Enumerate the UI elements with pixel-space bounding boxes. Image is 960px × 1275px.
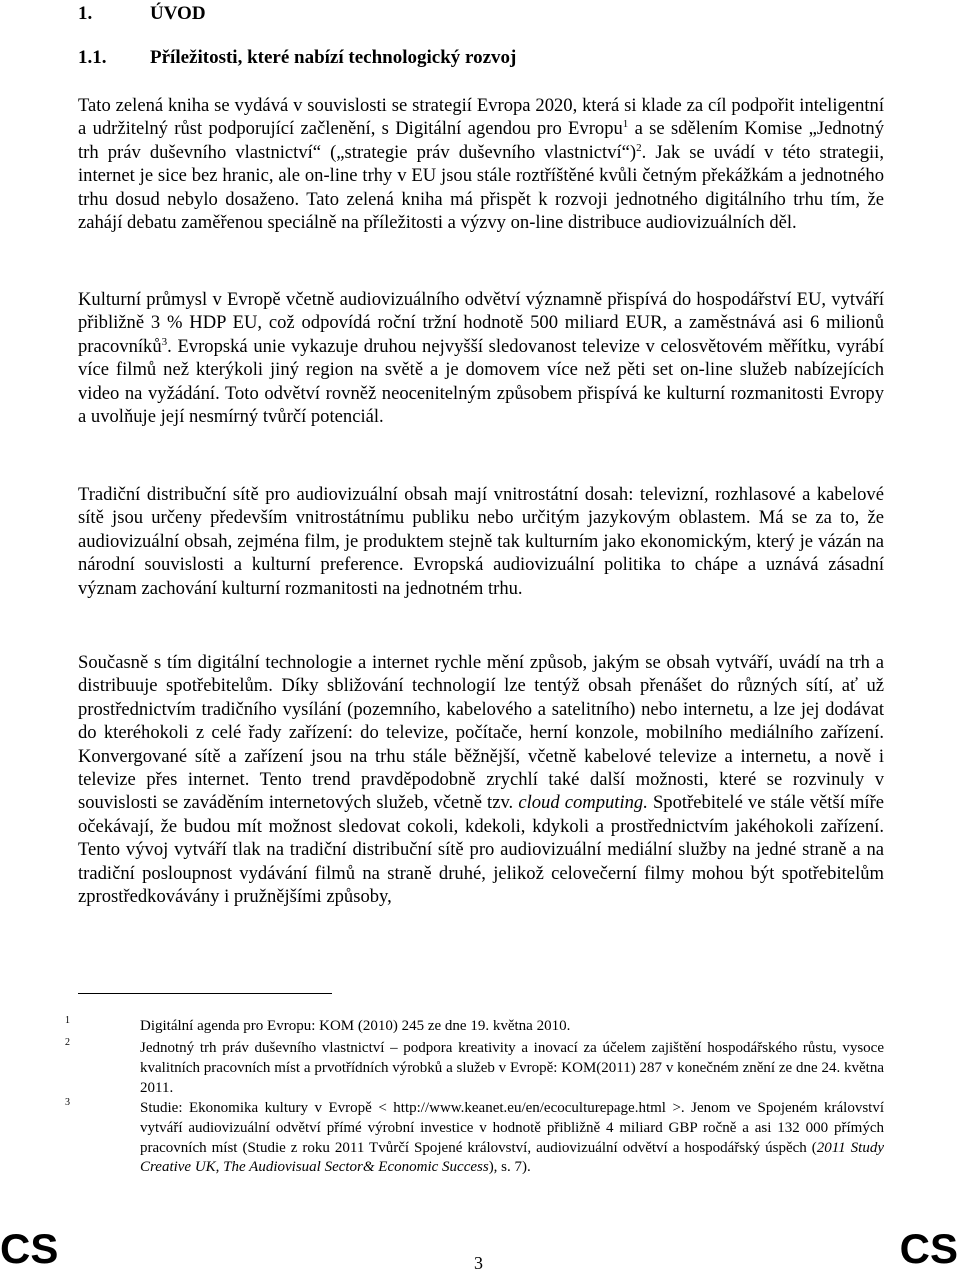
footnote-mark: 1 [65,1015,70,1026]
footnote-ref-2[interactable]: 2 [636,141,642,154]
page-number: 3 [474,1253,483,1273]
section-heading [78,3,206,25]
footnote-ref-1[interactable]: 1 [622,118,629,131]
footnote-mark: 2 [65,1037,70,1048]
footnote-1 [65,1015,884,1037]
language-code-left: CS [0,1225,59,1272]
footnote-mark: 3 [65,1097,70,1108]
subsection-number: 1.1. [78,47,107,68]
paragraph-2: Kulturní průmysl v Evropě včetně audiovizuálního odvětví významně přispívá do hospodářství EU, vytváří přibližně 3 % HDP EU, což odpovídá roční tržní hodnotě 500 miliard EUR, a zaměstnává asi 6 milionů pracovníků$^3$. Evropská unie vykazuje druhou nejvyšší sledovanost televize v celosvětovém měřítku, vyrábí více filmů než kterýkoli jiný region na světě a je domovem více než pěti set on-line služeb nabízejících video na vyžádání. Toto odvětví rovněž neocenitelným způsobem přispívá ke kulturní rozmanitosti Evropy a uvolňuje její nesmírný tvůrčí potenciál. [78,289,884,428]
footnote-text: Digitální agenda pro Evropu: KOM (2010) 245 ze dne 19. května 2010. [140,1018,571,1034]
footnote-separator [78,993,332,994]
paragraph-1: Tato zelená kniha se vydává v souvislosti se strategií Evropa 2020, která si klade za cíl podpořit inteligentní a udržitelný růst podporující začlenění, s Digitální agendou pro Evropu$^1$ a se sdělením Komise „Jednotný trh práv duševního vlastnictví“ („strategie práv duševního vlastnictví“)$^2$. Jak se uvádí v této strategii, internet je sice bez hranic, ale on-line trhy v EU jsou stále roztříštěné kvůli četným překážkám a jednotného trhu dosud nebylo dosaženo. Tato zelená kniha má přispět k rozvoji jednotného digitálního trhu tím, že zahájí debatu zaměřenou speciálně na příležitosti a výzvy on-line distribuce audiovizuálních děl. [78,95,885,234]
footnote-text: Studie: Ekonomika kultury v Evropě < http://www.keanet.eu/en/ecoculturepage.html >. Jenom ve Spojeném království vytváří audiovizuální odvětví přímé výrobní investice v hodnotě přibližně 4 miliard GBP ročně a asi 132 000 přímých pracovních míst (Studie z roku 2011 Tvůrčí Spojené království, audiovizuální odvětví a hospodářský úspěch (2011 Study Creative UK, The Audiovisual Sector& Economic Success), s. 7). [140,1100,884,1176]
paragraph-3: Tradiční distribuční sítě pro audiovizuální obsah mají vnitrostátní dosah: televizní, rozhlasové a kabelové sítě jsou určeny především vnitrostátnímu publiku nebo určitým jazykovým oblastem. Má se za to, že audiovizuální obsah, zejména film, je produktem stejně tak kulturním jako ekonomickým, který je vázán na národní souvislosti a kulturní preference. Evropská audiovizuální politika to chápe a uznává zásadní význam zachování kulturní rozmanitosti na jednotném trhu. [78,484,884,599]
section-number: 1. [78,3,93,24]
subsection-title: Příležitosti, které nabízí technologický rozvoj [150,47,517,68]
footnote-text: Jednotný trh práv duševního vlastnictví – podpora kreativity a inovací za účelem zajištění hospodářského růstu, vysoce kvalitních pracovních míst a prvotřídních výrobků a služeb v Evropě: KOM(2011) 287 v konečném znění ze dne 24. května 2011. [140,1040,884,1096]
footnote-2 [65,1037,884,1098]
language-code-right: CS [899,1225,958,1272]
paragraph-4: Současně s tím digitální technologie a internet rychle mění způsob, jakým se obsah vytváří, uvádí na trh a distribuuje spotřebitelům. Díky sbližování technologií lze tentýž obsah přenášet do různých sítí, ať už prostřednictvím tradičního vysílání (pozemního, kabelového a satelitního) nebo internetu, a lze jej dodávat do kteréhokoli z celé řady zařízení: do televize, počítače, herní konzole, mobilního mediálního zařízení. Konvergované sítě a zařízení jsou na trhu stále běžnější, včetně kabelové televize a internetu, a nově i televize přes internet. Tento trend pravděpodobně zrychlí také další možnosti, které se rozvinuly v souvislosti se zaváděním internetových služeb, včetně tzv. cloud computing. Spotřebitelé ve stále větší míře očekávají, že budou mít možnost sledovat cokoli, kdekoli, kdykoli a prostřednictvím jakéhokoli zařízení. Tento vývoj vytváří tlak na tradiční distribuční sítě pro audiovizuální mediální služby na jedné straně a na tradiční posloupnost vydávání filmů na straně druhé, jelikož celovečerní filmy mohou být spotřebitelům zprostředkovávány i pružnějšími způsoby, [78,652,885,908]
section-title: ÚVOD [150,3,206,24]
footnote-ref-3[interactable]: 3 [161,335,168,348]
subsection-heading [78,47,516,69]
footnote-3 [65,1097,884,1178]
